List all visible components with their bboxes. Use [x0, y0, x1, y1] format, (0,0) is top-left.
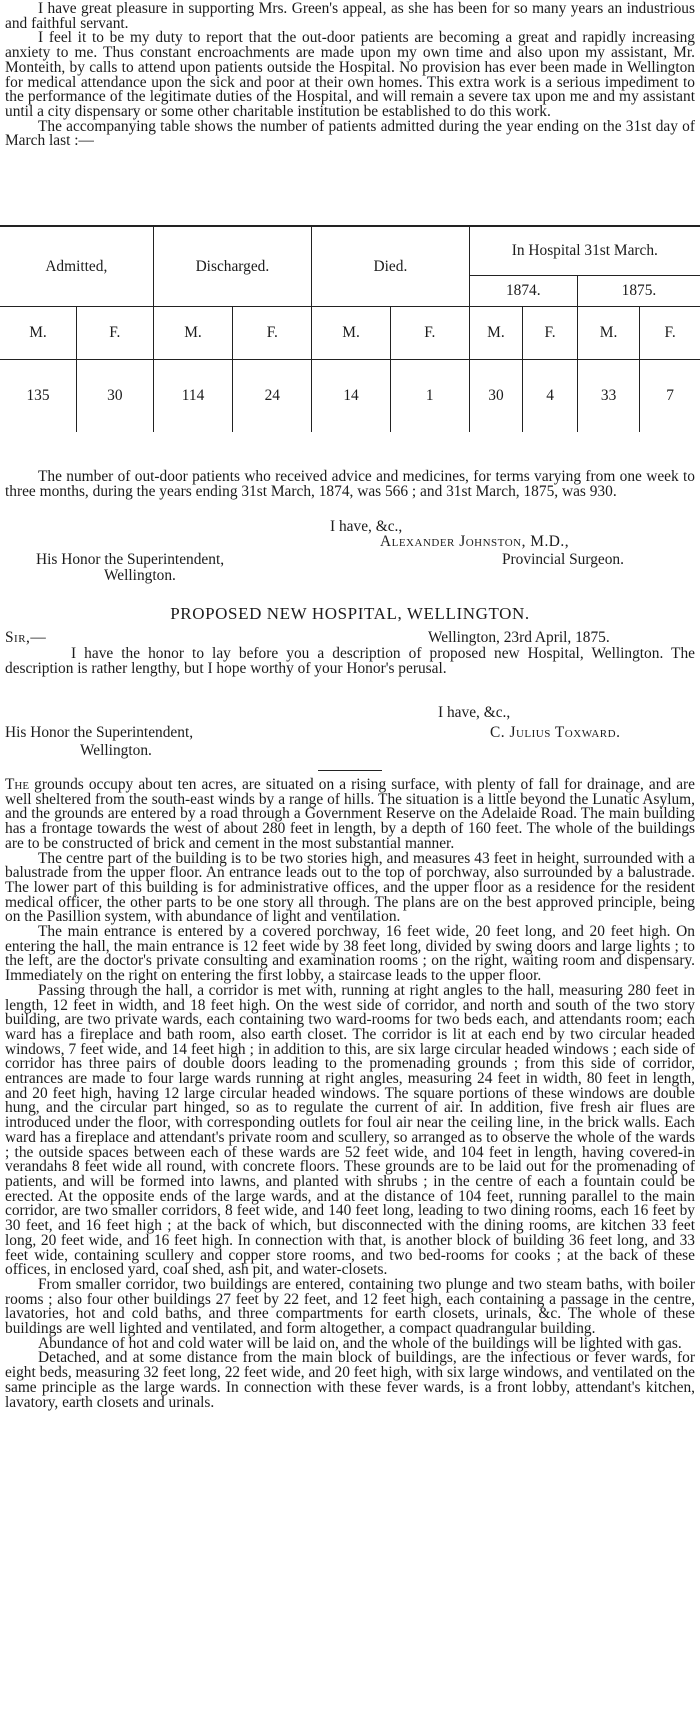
description-paragraph-2: The centre part of the building is to be two stories high, and measures 43 feet in height, surrounded with a balustrade from the upper floor. An entrance leads out to the top of porchway, also surrounded by a balustrade. The lower part of this building is for administrative offices, and the upper floor as a residence for the resident medical officer, the other parts to be one story all through. The plans are on the best approved principle, being on the Pasillion system, with abundance of light and ventilation. — [5, 849, 695, 926]
letter-paragraph: I have the honor to lay before you a description of proposed new Hospital, Wellington. The description is rather lengthy, but I hope worthy of your Honor's perusal. — [5, 645, 695, 677]
closing-2: I have, &c., — [438, 704, 511, 721]
value-cell: 114 — [153, 360, 233, 433]
subheader-cell: F. — [640, 307, 700, 360]
value-cell: 14 — [312, 360, 391, 433]
value-cell: 30 — [77, 360, 154, 433]
addressee-1-line-1: His Honor the Superintendent, — [36, 551, 225, 568]
subheader-cell: M. — [577, 307, 639, 360]
addressee-2-line-2: Wellington. — [80, 742, 152, 759]
signer-1: Alexander Johnston, M.D., — [380, 533, 570, 550]
salutation: Sir,— — [5, 629, 47, 646]
header-year-1875: 1875. — [577, 276, 700, 307]
subheader-cell: M. — [312, 307, 391, 360]
header-in-hospital: In Hospital 31st March. — [469, 226, 700, 276]
section-divider — [318, 770, 382, 771]
description-paragraph-6: Abundance of hot and cold water will be laid on, and the whole of the buildings will be lighted with gas. — [38, 1334, 682, 1352]
value-cell: 135 — [0, 360, 77, 433]
value-cell: 7 — [640, 360, 700, 433]
paragraph-dropcap: The — [5, 776, 30, 793]
description-paragraph-3: The main entrance is entered by a covered porchway, 16 feet wide, 20 feet long, and 20 feet high. On entering the hall, the main entrance is 12 feet wide by 38 feet long, divided by swing doors and large lights ; to the left, are the doctor's private consulting and examination rooms ; on the right, waiting room and dispensary. Immediately on the right on entering the first lobby, a staircase leads to the upper floor. — [5, 923, 695, 985]
description-paragraph-7: Detached, and at some distance from the main block of buildings, are the infectious or fever wards, for eight beds, measuring 32 feet long, 22 feet wide, and 20 feet high, with six large windows, and ventilated on the same principle as the large wards. In connection with these fever wards, is a front lobby, attendant's kitchen, lavatory, earth closets and urinals. — [5, 1349, 695, 1411]
header-admitted: Admitted, — [0, 226, 153, 307]
subheader-cell: F. — [390, 307, 469, 360]
intro-paragraph-2: I feel it to be my duty to report that the out-door patients are becoming a great and rapidly increasing anxiety to me. Thus constant encroachments are made upon my own time and also upon my assistant, Mr. Monteith, by calls to attend upon patients outside the Hospital. No provision has ever been made in Wellington for medical attendance upon the sick and poor at their own homes. This extra work is a serious impediment to the performance of the legitimate duties of the Hospital, and will remain a severe tax upon me and my assistant until a city dispensary or some other charitable institution be established to do this work. — [5, 29, 695, 120]
subheader-cell: F. — [77, 307, 154, 360]
subheader-cell: F. — [233, 307, 312, 360]
subheader-cell: M. — [153, 307, 233, 360]
signer-1-title: Provincial Surgeon. — [502, 551, 624, 568]
letter-section — [5, 647, 695, 676]
header-died: Died. — [312, 226, 469, 307]
signer-2: C. Julius Toxward. — [490, 724, 621, 741]
intro-section — [5, 2, 695, 149]
place-date: Wellington, 23rd April, 1875. — [428, 629, 610, 646]
description-section — [5, 778, 695, 1410]
value-cell: 30 — [469, 360, 523, 433]
value-cell: 24 — [233, 360, 312, 433]
closing-1: I have, &c., — [330, 518, 403, 535]
subheader-cell: M. — [0, 307, 77, 360]
value-cell: 4 — [523, 360, 578, 433]
description-paragraph-1 — [5, 778, 695, 852]
subheader-cell: F. — [523, 307, 578, 360]
intro-paragraph-3: The accompanying table shows the number of patients admitted during the year ending on the 31st day of March last :— — [5, 117, 695, 150]
patients-table — [0, 225, 700, 432]
addressee-2-line-1: His Honor the Superintendent, — [5, 724, 194, 741]
after-table-section — [5, 470, 695, 499]
subheader-cell: M. — [469, 307, 523, 360]
section-title: PROPOSED NEW HOSPITAL, WELLINGTON. — [170, 604, 530, 623]
header-year-1874: 1874. — [469, 276, 577, 307]
description-paragraph-5: From smaller corridor, two buildings are entered, containing two plunge and two steam baths, with boiler rooms ; also four other buildings 27 feet by 22 feet, and 12 feet high, each containing a passage in the centre, lavatories, hot and cold baths, and three compartments for earth closets, urinals, &c. The whole of these buildings are well lighted and ventilated, and form altogether, a compact quadrangular building. — [5, 1275, 695, 1338]
description-paragraph-1-text: grounds occupy about ten acres, are situated on a rising surface, with plenty of fall for drainage, and are well sheltered from the south-east winds by a range of hills. The situation is a little beyond the Lunatic Asylum, and the grounds are entered by a road through a Government Reserve on the Adelaide Road. The main building has a frontage towards the west of about 280 feet in length, by a depth of 160 feet. The whole of the buildings are to be constructed of brick and cement in the most substantial manner. — [5, 776, 695, 852]
intro-paragraph-1: I have great pleasure in supporting Mrs. Green's appeal, as she has been for so many years an industrious and faithful servant. — [5, 0, 695, 32]
value-cell: 33 — [577, 360, 639, 433]
header-discharged: Discharged. — [153, 226, 312, 307]
addressee-1-line-2: Wellington. — [104, 567, 176, 584]
value-cell: 1 — [390, 360, 469, 433]
outdoor-patients-paragraph: The number of out-door patients who received advice and medicines, for terms varying from one week to three months, during the years ending 31st March, 1874, was 566 ; and 31st March, 1875, was 930. — [5, 468, 695, 500]
description-paragraph-4: Passing through the hall, a corridor is met with, running at right angles to the hall, measuring 280 feet in length, 12 feet in width, and 18 feet high. On the west side of corridor, and north and south of the two story building, are two private wards, each containing two ward-rooms for two beds each, and attendants room; each ward has a fireplace and bath room, also earth closet. The corridor is lit at each end by two circular headed windows, 7 feet wide, and 14 feet high ; in addition to this, are six large circular headed windows ; each side of corridor has three pairs of double doors leading to the promenading grounds ; from this side of corridor, entrances are made to four large wards running at right angles, measuring 24 feet in width, 80 feet in length, and 20 feet high, having 12 large circular headed windows. The square portions of these windows are double hung, and the circular part hinged, so as to regulate the current of air. In addition, five fresh air flues are introduced under the floor, with corresponding outlets for foul air near the ceiling line, in the brick walls. Each ward has a fireplace and attendant's private room and scullery, so arranged as to observe the whole of the wards ; the outside spaces between each of these wards are 52 feet wide, and 104 feet in length, having covered-in verandahs 8 feet wide all round, with concrete floors. These grounds are to be laid out for the promenading of patients, and will be formed into lawns, and planted with shrubs ; in the centre of each a fountain could be erected. At the opposite ends of the large wards, and at the distance of 104 feet, running parallel to the main corridor, are two smaller corridors, 8 feet wide, and 140 feet long, leading to two dining rooms, each 16 feet by 30 feet, and 16 feet high ; at the back of which, but disconnected with the dining rooms, are kitchen 33 feet long, 20 feet wide, and 16 feet high. In connection with that, is another block of building 36 feet long, and 33 feet wide, containing scullery and copper store rooms, and two bed-rooms for cooks ; at the back of these offices, in enclosed yard, coal shed, ash pit, and water-closets. — [5, 981, 695, 1279]
